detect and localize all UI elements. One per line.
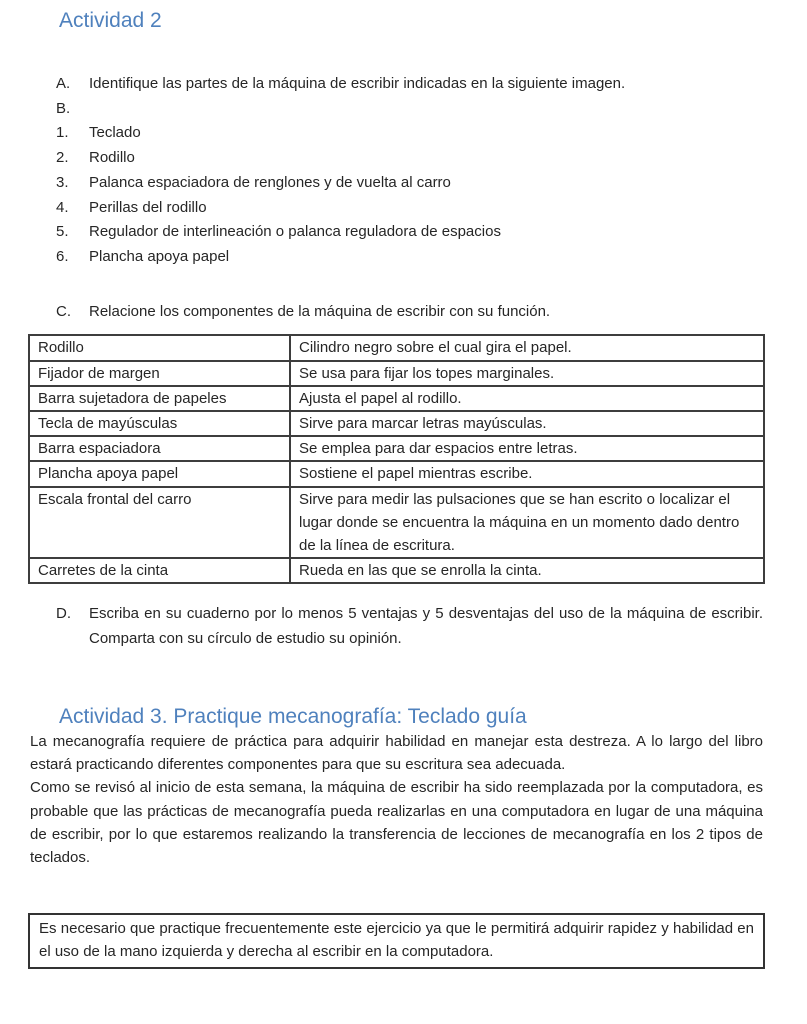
table-cell-definition: Ajusta el papel al rodillo. bbox=[290, 386, 764, 411]
table-row bbox=[29, 558, 764, 583]
paragraph-practice-intro: La mecanografía requiere de práctica para adquirir habilidad en manejar esta destreza. A lo largo del libro estará practicando diferentes componentes para que su escritura sea adecuada. bbox=[30, 732, 763, 774]
list-item-part-3 bbox=[30, 171, 763, 196]
list-text: Teclado bbox=[89, 124, 141, 142]
table-row bbox=[29, 461, 764, 486]
list-marker: 6. bbox=[56, 247, 69, 265]
table-cell-definition: Sirve para medir las pulsaciones que se han escrito o localizar el lugar donde se encuentra la máquina en un momento dado dentro de la línea de escritura. bbox=[290, 487, 764, 559]
list-text-b bbox=[89, 97, 763, 122]
table-row bbox=[29, 386, 764, 411]
list-marker-a: A. bbox=[56, 75, 71, 92]
table-cell-term: Barra sujetadora de papeles bbox=[29, 386, 290, 411]
list-item-part-1 bbox=[30, 121, 763, 146]
list-marker-c: C. bbox=[56, 302, 71, 320]
list-marker-b: B. bbox=[56, 99, 71, 117]
list-marker: 4. bbox=[56, 198, 69, 216]
table-cell-definition: Se usa para fijar los topes marginales. bbox=[290, 361, 764, 386]
list-text-a: Identifique las partes de la máquina de escribir indicadas en la siguiente imagen. bbox=[89, 75, 626, 92]
paragraph-typewriter-replaced: Como se revisó al inicio de esta semana, la máquina de escribir ha sido reemplazada por la computadora, es probable que las prácticas de mecanografía pueda realizarlas en una computadora en lugar de una máquina de escribir, por lo que estaremos realizando la transferencia de lecciones de mecanografía en los 2 tipos de teclados. bbox=[30, 779, 763, 867]
list-item-part-6 bbox=[30, 245, 763, 270]
table-cell-definition: Se emplea para dar espacios entre letras. bbox=[290, 436, 764, 461]
list-text: Rodillo bbox=[89, 149, 135, 167]
table-cell-definition: Sostiene el papel mientras escribe. bbox=[290, 461, 764, 486]
table-cell-term: Tecla de mayúsculas bbox=[29, 411, 290, 436]
table-cell-definition: Cilindro negro sobre el cual gira el papel. bbox=[290, 335, 764, 360]
table-cell-term: Carretes de la cinta bbox=[29, 558, 290, 583]
table-cell-term: Plancha apoya papel bbox=[29, 461, 290, 486]
activity-2-heading: Actividad 2 bbox=[59, 9, 162, 32]
table-cell-term: Barra espaciadora bbox=[29, 436, 290, 461]
list-item-b bbox=[30, 97, 763, 122]
table-cell-term: Fijador de margen bbox=[29, 361, 290, 386]
table-row bbox=[29, 487, 764, 559]
table-row bbox=[29, 335, 764, 360]
list-item-part-2 bbox=[30, 146, 763, 171]
table-cell-definition: Sirve para marcar letras mayúsculas. bbox=[290, 411, 764, 436]
note-box: Es necesario que practique frecuentemente este ejercicio ya que le permitirá adquirir rapidez y habilidad en el uso de la mano izquierda y derecha al escribir en la computadora. bbox=[28, 913, 765, 969]
list-marker: 3. bbox=[56, 173, 69, 191]
table-cell-term: Escala frontal del carro bbox=[29, 487, 290, 559]
table-row bbox=[29, 361, 764, 386]
list-item-part-5 bbox=[30, 220, 763, 245]
list-marker: 5. bbox=[56, 223, 69, 241]
match-table bbox=[28, 334, 765, 584]
list-text: Plancha apoya papel bbox=[89, 247, 230, 265]
list-text: Perillas del rodillo bbox=[89, 198, 207, 216]
activity-3-heading: Actividad 3. Practique mecanografía: Teclado guía bbox=[59, 704, 527, 728]
table-row bbox=[29, 411, 764, 436]
list-item-c bbox=[30, 300, 763, 325]
list-item-d bbox=[30, 602, 763, 651]
table-cell-term: Rodillo bbox=[29, 335, 290, 360]
list-text: Regulador de interlineación o palanca reguladora de espacios bbox=[89, 223, 501, 241]
list-text: Palanca espaciadora de renglones y de vuelta al carro bbox=[89, 173, 451, 191]
list-text-c: Relacione los componentes de la máquina de escribir con su función. bbox=[89, 302, 551, 320]
list-item-a bbox=[30, 72, 763, 97]
list-marker-d: D. bbox=[56, 605, 71, 623]
list-marker: 1. bbox=[56, 124, 69, 142]
list-marker: 2. bbox=[56, 149, 69, 167]
list-text-d: Escriba en su cuaderno por lo menos 5 ventajas y 5 desventajas del uso de la máquina de escribir. Comparta con su círculo de estudio su opinión. bbox=[89, 605, 763, 648]
table-row bbox=[29, 436, 764, 461]
list-item-part-4 bbox=[30, 196, 763, 221]
table-cell-definition: Rueda en las que se enrolla la cinta. bbox=[290, 558, 764, 583]
